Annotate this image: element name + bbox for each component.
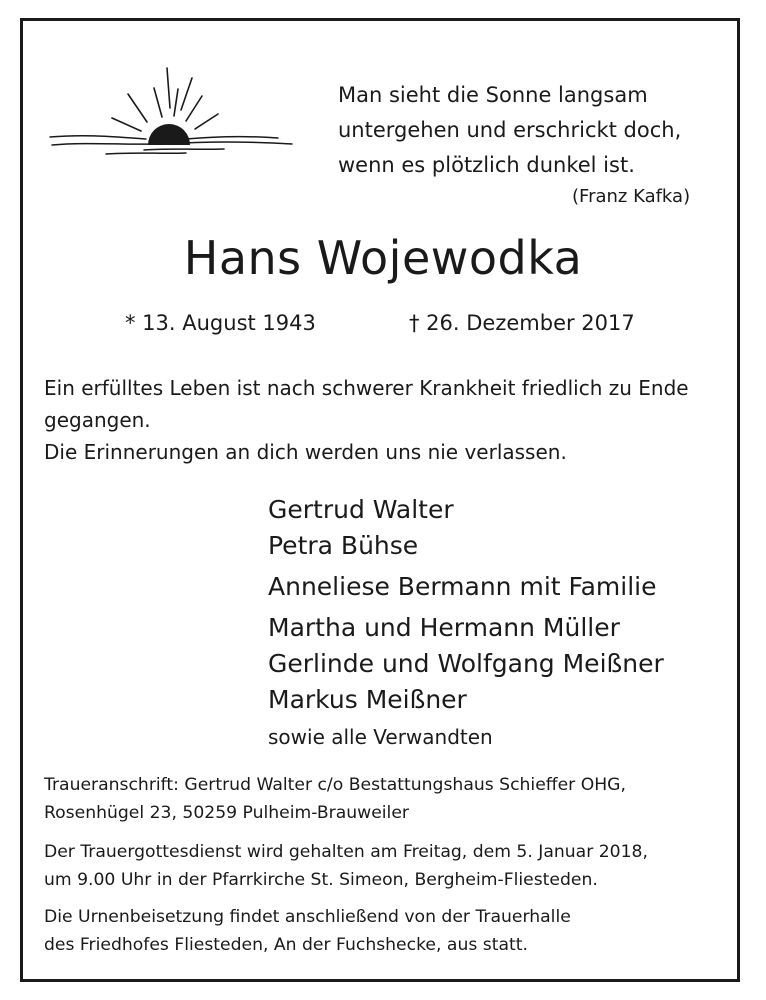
sunset-icon [46, 58, 296, 178]
quote-author: (Franz Kafka) [572, 186, 691, 207]
info-line: Rosenhügel 23, 50259 Pulheim-Brauweiler [44, 803, 409, 823]
info-line: Die Urnenbeisetzung findet anschließend von der Trauerhalle [44, 907, 571, 927]
message-line: Die Erinnerungen an dich werden uns nie verlassen. [44, 440, 567, 464]
deceased-name: Hans Wojewodka [183, 231, 583, 285]
obituary-message [44, 372, 734, 468]
mourner-name: Anneliese Bermann mit Familie [268, 572, 657, 601]
mourner-name: Martha und Hermann Müller [268, 613, 620, 642]
info-line: des Friedhofes Fliesteden, An der Fuchshecke, aus statt. [44, 935, 528, 955]
urn-burial-info [44, 903, 571, 959]
mourner-name: Gerlinde und Wolfgang Meißner [268, 649, 664, 678]
relatives-note: sowie alle Verwandten [268, 725, 493, 749]
birth-date: * 13. August 1943 [125, 311, 316, 335]
mourning-address [44, 771, 626, 827]
message-line: Ein erfülltes Leben ist nach schwerer Krankheit friedlich zu Ende gegangen. [44, 376, 689, 432]
quote-line: Man sieht die Sonne langsam [338, 83, 648, 107]
info-line: Der Trauergottesdienst wird gehalten am Freitag, dem 5. Januar 2018, [44, 842, 648, 862]
mourners-list [268, 492, 664, 754]
mourner-name: Petra Bühse [268, 531, 419, 560]
death-date: † 26. Dezember 2017 [409, 311, 635, 335]
info-line: um 9.00 Uhr in der Pfarrkirche St. Simeon, Bergheim-Fliesteden. [44, 870, 598, 890]
quote-line: wenn es plötzlich dunkel ist. [338, 153, 635, 177]
mourner-name: Markus Meißner [268, 685, 467, 714]
funeral-service-info [44, 838, 648, 894]
quote-line: untergehen und erschrickt doch, [338, 118, 682, 142]
mourner-name: Gertrud Walter [268, 495, 454, 524]
info-line: Traueranschrift: Gertrud Walter c/o Bestattungshaus Schieffer OHG, [44, 775, 626, 795]
quote [338, 78, 681, 183]
